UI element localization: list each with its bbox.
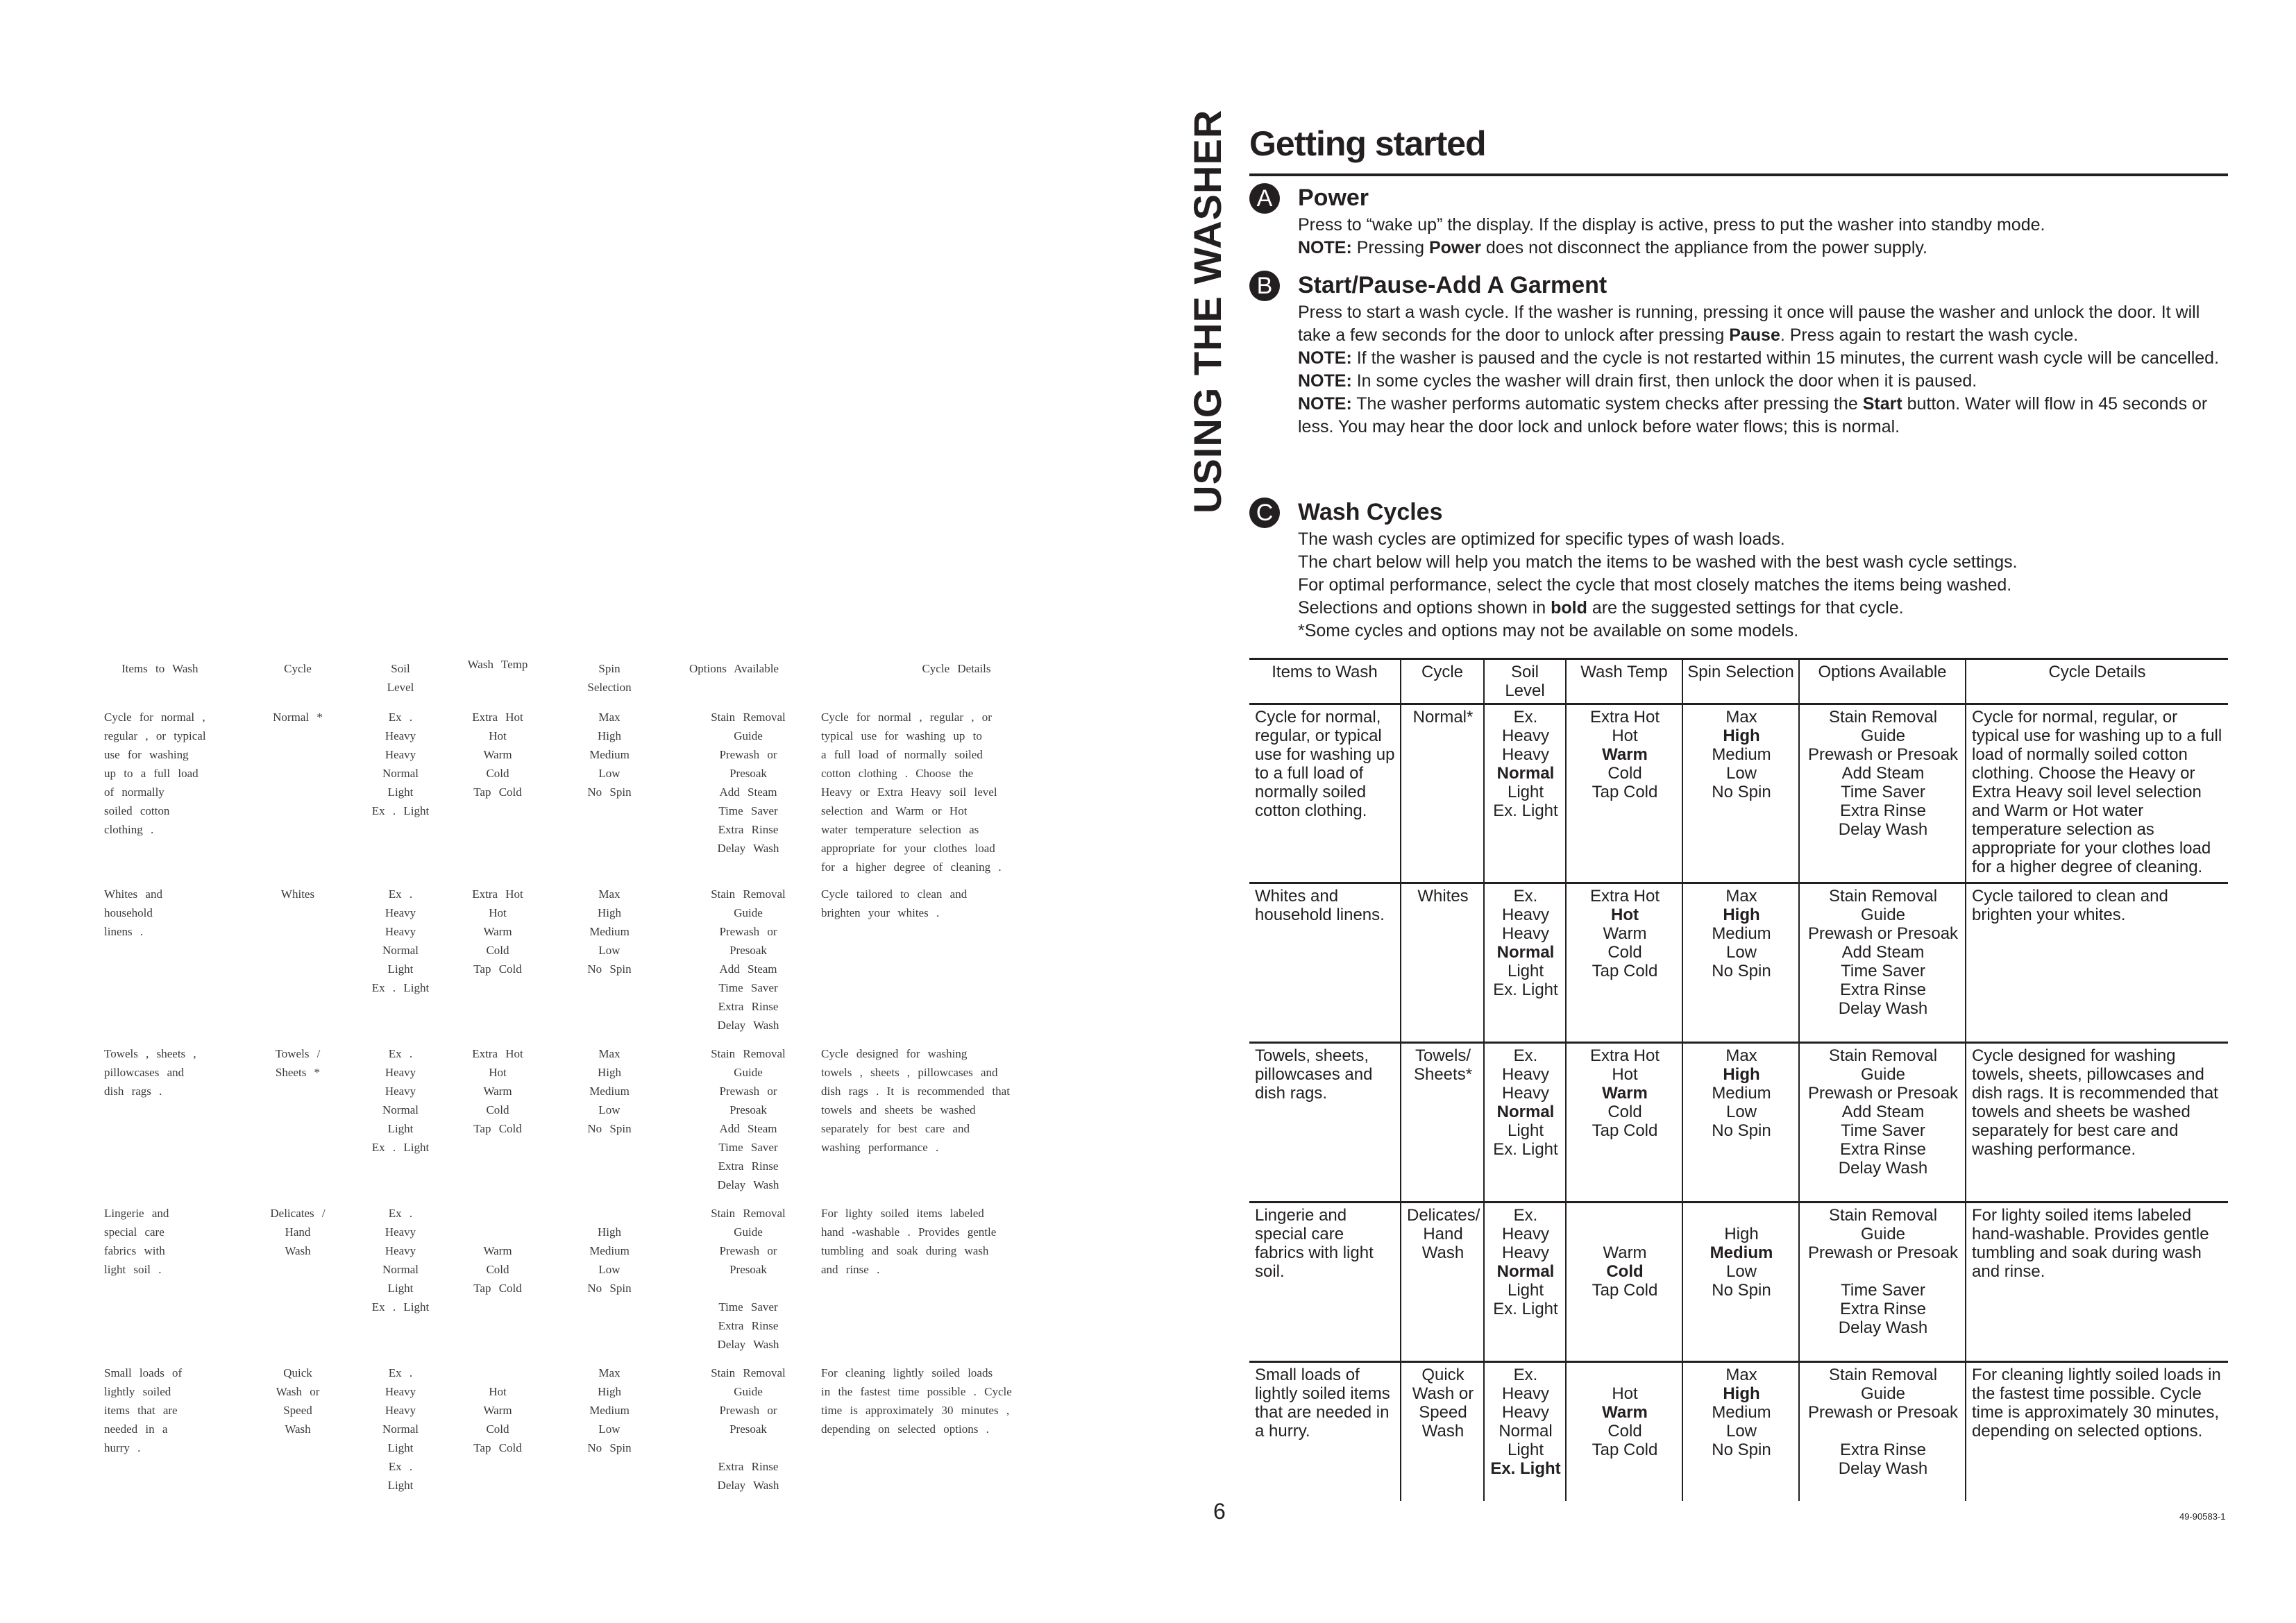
- page-number: 6: [1213, 1499, 1226, 1524]
- temp-value: Cold: [1607, 764, 1642, 783]
- left-cell: High Medium Low No Spin: [587, 1225, 632, 1295]
- header-spin-selection: Spin Selection: [1682, 659, 1799, 704]
- note-label: NOTE:: [1298, 394, 1352, 414]
- left-cell: Towels / Sheets *: [275, 1047, 321, 1079]
- note-text: does not disconnect the appliance from the power supply.: [1480, 238, 1927, 257]
- temp-value: Cold: [1607, 1422, 1642, 1441]
- items-cell: Cycle for normal, regular, or typical use for washing up to a full load of normally soiled cotton clothing.: [1249, 704, 1401, 883]
- soil-value: Light: [1507, 783, 1544, 801]
- items-cell: Lingerie and special care fabrics with light soil.: [1249, 1203, 1401, 1362]
- header-cycle: Cycle: [1401, 659, 1484, 704]
- header-options: Options Available: [1799, 659, 1966, 704]
- soil-value: Ex. Heavy: [1501, 708, 1550, 745]
- details-cell: Cycle designed for washing towels, sheets, pillowcases and dish rags. It is recommended that towels and sheets be washed separately for best care and washing performance.: [1966, 1043, 2228, 1203]
- left-cell: Cycle tailored to clean and brighten your whites .: [821, 887, 968, 919]
- option-value: Stain Removal Guide: [1828, 1046, 1938, 1084]
- left-table-row: [104, 1204, 1090, 1363]
- soil-value: Ex. Light: [1493, 980, 1558, 999]
- left-header-cycle: Cycle: [284, 662, 312, 675]
- left-table-header: [104, 659, 1090, 708]
- spin-value: Low: [1725, 764, 1757, 783]
- table-row: [1249, 704, 2228, 883]
- note-bold: Power: [1428, 238, 1481, 257]
- power-note: [1298, 237, 2228, 260]
- temp-value: Tap Cold: [1592, 1281, 1658, 1300]
- soil-value: Ex. Heavy: [1501, 1046, 1550, 1084]
- spin-value: Max: [1725, 1366, 1757, 1384]
- option-value: Time Saver: [1841, 962, 1925, 980]
- header-wash-temp: Wash Temp: [1566, 659, 1682, 704]
- soil-value: Normal: [1496, 1262, 1555, 1281]
- soil-value: Light: [1507, 1281, 1544, 1300]
- left-cell: Quick Wash or Speed Wash: [276, 1366, 320, 1436]
- option-value: Delay Wash: [1838, 820, 1928, 839]
- option-value: Extra Rinse: [1839, 1300, 1927, 1318]
- side-section-title: USING THE WASHER: [1185, 109, 1229, 513]
- soil-value: Heavy: [1501, 1084, 1550, 1103]
- left-cell: Max High Medium Low No Spin: [587, 887, 632, 976]
- option-value: Extra Rinse: [1839, 980, 1927, 999]
- temp-value: Tap Cold: [1592, 962, 1658, 980]
- left-cell: Stain Removal Guide Prewash or Presoak Time Saver Extra Rinse Delay Wash: [711, 1207, 786, 1351]
- temp-value: Extra Hot: [1589, 708, 1660, 726]
- options-cell: [1799, 1362, 1966, 1501]
- temp-cell: [1566, 1203, 1682, 1362]
- temp-value: Warm: [1602, 1084, 1648, 1103]
- option-value: Prewash or Presoak: [1807, 1243, 1959, 1262]
- soil-value: Heavy: [1501, 924, 1550, 943]
- spin-value: High: [1723, 726, 1760, 745]
- start-note-2: [1298, 370, 2228, 393]
- left-cell: Extra Hot Hot Warm Cold Tap Cold: [472, 711, 523, 799]
- spin-cell: [1682, 704, 1799, 883]
- left-cell: Whites and household linens .: [104, 887, 162, 938]
- cycles-line-1: The wash cycles are optimized for specific types of wash loads.: [1298, 529, 1785, 549]
- option-value: Stain Removal Guide: [1828, 1366, 1938, 1403]
- left-cell: Ex . Heavy Heavy Normal Light Ex . Light: [371, 1207, 430, 1314]
- spin-value: Medium: [1712, 1403, 1771, 1422]
- temp-value: Tap Cold: [1592, 783, 1658, 801]
- header-items: Items to Wash: [1249, 659, 1401, 704]
- left-header-options: Options Available: [689, 662, 779, 675]
- note-label: NOTE:: [1298, 371, 1352, 391]
- note-text: If the washer is paused and the cycle is not restarted within 15 minutes, the current wash cycle will be cancelled.: [1351, 348, 2220, 368]
- left-cell: Stain Removal Guide Prewash or Presoak Add Steam Time Saver Extra Rinse Delay Wash: [711, 711, 786, 855]
- left-cell: Stain Removal Guide Prewash or Presoak Add Steam Time Saver Extra Rinse Delay Wash: [711, 1047, 786, 1191]
- temp-value: Hot: [1612, 1384, 1638, 1403]
- badge-b: B: [1249, 271, 1280, 301]
- soil-value: Ex. Heavy: [1501, 1206, 1550, 1243]
- badge-c: C: [1249, 498, 1280, 528]
- soil-value: Normal: [1496, 764, 1555, 783]
- soil-value: Ex. Light: [1493, 1300, 1558, 1318]
- option-value: Delay Wash: [1838, 1159, 1928, 1178]
- section-title-power: Power: [1298, 185, 1369, 211]
- left-cell: Max High Medium Low No Spin: [587, 1366, 632, 1454]
- left-header-soil: Soil Level: [387, 662, 414, 694]
- temp-value: Cold: [1607, 943, 1642, 962]
- note-label: NOTE:: [1298, 348, 1352, 368]
- left-header-spin: Spin Selection: [587, 662, 632, 694]
- temp-value: Warm: [1602, 1403, 1648, 1422]
- spin-value: No Spin: [1712, 783, 1771, 801]
- section-start-pause: [1249, 269, 2235, 439]
- soil-value: Heavy: [1501, 1243, 1550, 1262]
- soil-value: Heavy: [1501, 745, 1550, 764]
- soil-value: Light: [1507, 1441, 1544, 1459]
- spin-cell: [1682, 1043, 1799, 1203]
- table-row: [1249, 1043, 2228, 1203]
- cycles-line-4-pre: Selections and options shown in: [1298, 598, 1551, 618]
- left-cell: Max High Medium Low No Spin: [587, 1047, 632, 1135]
- wash-cycles-table: [1249, 658, 2228, 1501]
- temp-value: Warm: [1603, 1243, 1647, 1262]
- left-cell: For lighty soiled items labeled hand -washable . Provides gentle tumbling and soak during wash and rinse .: [821, 1207, 997, 1276]
- temp-value: Cold: [1607, 1103, 1642, 1121]
- start-text-post: . Press again to restart the wash cycle.: [1780, 325, 2079, 345]
- note-bold: Start: [1862, 394, 1902, 414]
- option-value: Time Saver: [1841, 1121, 1925, 1140]
- table-row: [1249, 1203, 2228, 1362]
- option-value: Add Steam: [1841, 764, 1925, 783]
- items-cell: Towels, sheets, pillowcases and dish rags.: [1249, 1043, 1401, 1203]
- left-table-row: [104, 1044, 1090, 1204]
- start-note-3: [1298, 393, 2228, 439]
- left-cell: Ex . Heavy Heavy Normal Light Ex . Light: [371, 1047, 430, 1154]
- left-cell: Stain Removal Guide Prewash or Presoak Extra Rinse Delay Wash: [711, 1366, 786, 1492]
- note-text: In some cycles the washer will drain first, then unlock the door when it is paused.: [1351, 371, 1977, 391]
- details-cell: For cleaning lightly soiled loads in the fastest time possible. Cycle time is approximately 30 minutes, depending on selected options.: [1966, 1362, 2228, 1501]
- spin-value: Max: [1725, 1046, 1757, 1065]
- left-cell: Hot Warm Cold Tap Cold: [473, 1385, 522, 1454]
- start-text: [1298, 301, 2228, 347]
- option-value: Prewash or Presoak: [1807, 745, 1959, 764]
- option-value: Prewash or Presoak: [1807, 924, 1959, 943]
- options-cell: [1799, 1203, 1966, 1362]
- left-cell: Ex . Heavy Heavy Normal Light Ex . Light: [371, 711, 430, 817]
- spin-value: No Spin: [1712, 962, 1771, 980]
- temp-cell: [1566, 1043, 1682, 1203]
- soil-cell: [1484, 704, 1566, 883]
- note-text: button. Water will flow in 45 seconds or less. You may hear the door lock and unlock before water flows; this is normal.: [1298, 394, 2208, 436]
- temp-value: Tap Cold: [1592, 1441, 1658, 1459]
- option-value: Prewash or Presoak: [1807, 1403, 1959, 1422]
- left-cell: Delicates / Hand Wash: [270, 1207, 326, 1257]
- soil-value: Normal: [1496, 1103, 1555, 1121]
- section-power: [1249, 182, 2235, 260]
- left-cell: Cycle for normal , regular , or typical use for washing up to a full load of normally soiled cotton clothing .: [104, 711, 206, 836]
- left-cell: Warm Cold Tap Cold: [473, 1244, 522, 1295]
- option-value: Delay Wash: [1838, 1318, 1928, 1337]
- option-value: Stain Removal Guide: [1828, 887, 1938, 924]
- details-cell: Cycle for normal, regular, or typical use for washing up to a full load of normally soiled cotton clothing. Choose the Heavy or Extra Heavy soil level selection and Warm or Hot water temperature selection as appropriate for your clothes load for a higher degree of cleaning.: [1966, 704, 2228, 883]
- temp-value: Cold: [1606, 1262, 1644, 1281]
- start-note-1: [1298, 347, 2228, 370]
- temp-value: Hot: [1612, 1065, 1638, 1084]
- details-cell: For lighty soiled items labeled hand-washable. Provides gentle tumbling and soak during wash and rinse.: [1966, 1203, 2228, 1362]
- note-text: Pressing: [1351, 238, 1429, 257]
- spin-value: High: [1724, 1225, 1759, 1243]
- temp-value: Extra Hot: [1589, 1046, 1660, 1065]
- left-header-items: Items to Wash: [121, 662, 199, 675]
- table-header-row: [1249, 659, 2228, 704]
- soil-cell: [1484, 1203, 1566, 1362]
- temp-cell: [1566, 1362, 1682, 1501]
- table-row: [1249, 883, 2228, 1043]
- temp-value: Warm: [1603, 924, 1647, 943]
- option-value: Prewash or Presoak: [1807, 1084, 1959, 1103]
- temp-value: Tap Cold: [1592, 1121, 1658, 1140]
- soil-value: Ex. Light: [1493, 1140, 1558, 1159]
- left-cell: Towels , sheets , pillowcases and dish rags .: [104, 1047, 196, 1098]
- spin-value: Low: [1725, 1262, 1757, 1281]
- temp-cell: [1566, 704, 1682, 883]
- table-row: [1249, 1362, 2228, 1501]
- option-value: Stain Removal Guide: [1828, 1206, 1938, 1243]
- left-cell: Cycle for normal , regular , or typical use for washing up to a full load of normally soiled cotton clothing . Choose the Heavy or Extra Heavy soil level selection and Warm or Hot water temperature selection as appropriate for your clothes load for a higher degree of cleaning .: [821, 711, 1002, 874]
- document-code: 49-90583-1: [2179, 1511, 2226, 1522]
- spin-value: Medium: [1712, 1084, 1771, 1103]
- left-cell: Normal *: [273, 711, 323, 724]
- left-page-table: [104, 659, 1090, 1502]
- option-value: Add Steam: [1841, 943, 1925, 962]
- soil-value: Ex. Heavy: [1501, 887, 1550, 924]
- cycles-line-3: For optimal performance, select the cycle that most closely matches the items being washed.: [1298, 575, 2012, 595]
- soil-value: Ex. Light: [1490, 1459, 1561, 1478]
- left-cell: Ex . Heavy Heavy Normal Light Ex . Light: [382, 1366, 419, 1492]
- spin-cell: [1682, 1203, 1799, 1362]
- cycle-cell: Towels/ Sheets*: [1401, 1043, 1484, 1203]
- option-value: Delay Wash: [1838, 999, 1928, 1018]
- left-header-temp: Wash Temp: [467, 658, 528, 671]
- spin-value: No Spin: [1712, 1281, 1771, 1300]
- spin-value: Low: [1725, 1103, 1757, 1121]
- cycle-cell: Quick Wash or Speed Wash: [1401, 1362, 1484, 1501]
- spin-value: High: [1723, 1384, 1760, 1403]
- soil-cell: [1484, 1043, 1566, 1203]
- cycle-cell: Delicates/ Hand Wash: [1401, 1203, 1484, 1362]
- badge-a: A: [1249, 183, 1280, 214]
- left-cell: Ex . Heavy Heavy Normal Light Ex . Light: [371, 887, 430, 994]
- soil-value: Ex. Heavy: [1501, 1366, 1550, 1403]
- option-value: Time Saver: [1841, 783, 1925, 801]
- spin-value: Medium: [1710, 1243, 1773, 1262]
- options-cell: [1799, 704, 1966, 883]
- section-wash-cycles: [1249, 496, 2235, 643]
- header-cycle-details: Cycle Details: [1966, 659, 2228, 704]
- items-cell: Small loads of lightly soiled items that are needed in a hurry.: [1255, 1366, 1390, 1441]
- left-table-row: [104, 1363, 1090, 1502]
- cycles-line-4-post: are the suggested settings for that cycle.: [1587, 598, 1904, 618]
- spin-value: Low: [1725, 1422, 1757, 1441]
- temp-value: Hot: [1612, 726, 1638, 745]
- soil-cell: [1484, 1362, 1566, 1501]
- cycle-cell: Normal*: [1401, 704, 1484, 883]
- spin-value: Low: [1725, 943, 1757, 962]
- left-cell: Small loads of lightly soiled items that are needed in a hurry .: [104, 1366, 183, 1454]
- spin-value: No Spin: [1712, 1121, 1771, 1140]
- cycles-line-4-bold: bold: [1551, 598, 1587, 618]
- left-header-details: Cycle Details: [922, 662, 991, 675]
- options-cell: [1799, 883, 1966, 1043]
- section-body-power: [1298, 214, 2228, 260]
- cycles-line-2: The chart below will help you match the items to be washed with the best wash cycle settings.: [1298, 552, 2018, 572]
- cycles-line-4: [1298, 597, 2228, 620]
- left-cell: Cycle designed for washing towels , sheets , pillowcases and dish rags . It is recommended that towels and sheets be washed separately for best care and washing performance .: [821, 1047, 1010, 1154]
- left-cell: For cleaning lightly soiled loads in the fastest time possible . Cycle time is approximately 30 minutes , depending on selected options .: [821, 1366, 1012, 1436]
- spin-value: Medium: [1712, 745, 1771, 764]
- left-table-row: [104, 708, 1090, 885]
- soil-cell: [1484, 883, 1566, 1043]
- options-cell: [1799, 1043, 1966, 1203]
- left-cell: Max High Medium Low No Spin: [587, 711, 632, 799]
- heading-divider: [1249, 173, 2228, 176]
- temp-value: Warm: [1602, 745, 1648, 764]
- page-title: Getting started: [1249, 124, 1486, 163]
- temp-value: Extra Hot: [1589, 887, 1660, 906]
- spin-value: High: [1723, 906, 1760, 924]
- note-text: The washer performs automatic system checks after pressing the: [1351, 394, 1863, 414]
- spin-value: High: [1723, 1065, 1760, 1084]
- left-cell: Whites: [280, 887, 315, 901]
- section-body-wash-cycles: [1298, 528, 2228, 643]
- cycle-cell: Whites: [1401, 883, 1484, 1043]
- left-cell: Extra Hot Hot Warm Cold Tap Cold: [472, 1047, 523, 1135]
- note-label: NOTE:: [1298, 238, 1352, 257]
- option-value: Time Saver: [1841, 1281, 1925, 1300]
- temp-cell: [1566, 883, 1682, 1043]
- soil-value: Heavy: [1501, 1403, 1550, 1422]
- option-value: Delay Wash: [1838, 1459, 1928, 1478]
- soil-value: Normal: [1499, 1422, 1553, 1441]
- start-text-bold: Pause: [1729, 325, 1780, 345]
- left-table-row: [104, 885, 1090, 1044]
- cycles-line-5: *Some cycles and options may not be available on some models.: [1298, 621, 1799, 640]
- soil-value: Light: [1507, 1121, 1544, 1140]
- option-value: Stain Removal Guide: [1828, 708, 1938, 745]
- option-value: Extra Rinse: [1839, 1441, 1927, 1459]
- section-body-start-pause: [1298, 301, 2228, 439]
- spin-cell: [1682, 1362, 1799, 1501]
- spin-value: Max: [1725, 708, 1757, 726]
- start-text-pre: Press to start a wash cycle. If the washer is running, pressing it once will pause the washer and unlock the door. It will take a few seconds for the door to unlock after pressing: [1298, 303, 2200, 345]
- spin-value: Medium: [1712, 924, 1771, 943]
- header-soil-level: Soil Level: [1484, 659, 1566, 704]
- left-cell: Stain Removal Guide Prewash or Presoak Add Steam Time Saver Extra Rinse Delay Wash: [711, 887, 786, 1032]
- soil-value: Light: [1507, 962, 1544, 980]
- spin-cell: [1682, 883, 1799, 1043]
- spin-value: No Spin: [1712, 1441, 1771, 1459]
- section-title-wash-cycles: Wash Cycles: [1298, 499, 1443, 525]
- option-value: Add Steam: [1841, 1103, 1925, 1121]
- left-cell: Lingerie and special care fabrics with light soil .: [104, 1207, 169, 1276]
- option-value: Extra Rinse: [1839, 801, 1927, 820]
- details-cell: Cycle tailored to clean and brighten your whites.: [1966, 883, 2228, 1043]
- soil-value: Normal: [1496, 943, 1555, 962]
- spin-value: Max: [1725, 887, 1757, 906]
- items-cell: Whites and household linens.: [1249, 883, 1401, 1043]
- power-text: Press to “wake up” the display. If the display is active, press to put the washer into standby mode.: [1298, 215, 2045, 235]
- left-cell: Extra Hot Hot Warm Cold Tap Cold: [472, 887, 523, 976]
- temp-value: Hot: [1611, 906, 1639, 924]
- option-value: Extra Rinse: [1839, 1140, 1927, 1159]
- section-title-start-pause: Start/Pause-Add A Garment: [1298, 272, 1607, 298]
- soil-value: Ex. Light: [1493, 801, 1558, 820]
